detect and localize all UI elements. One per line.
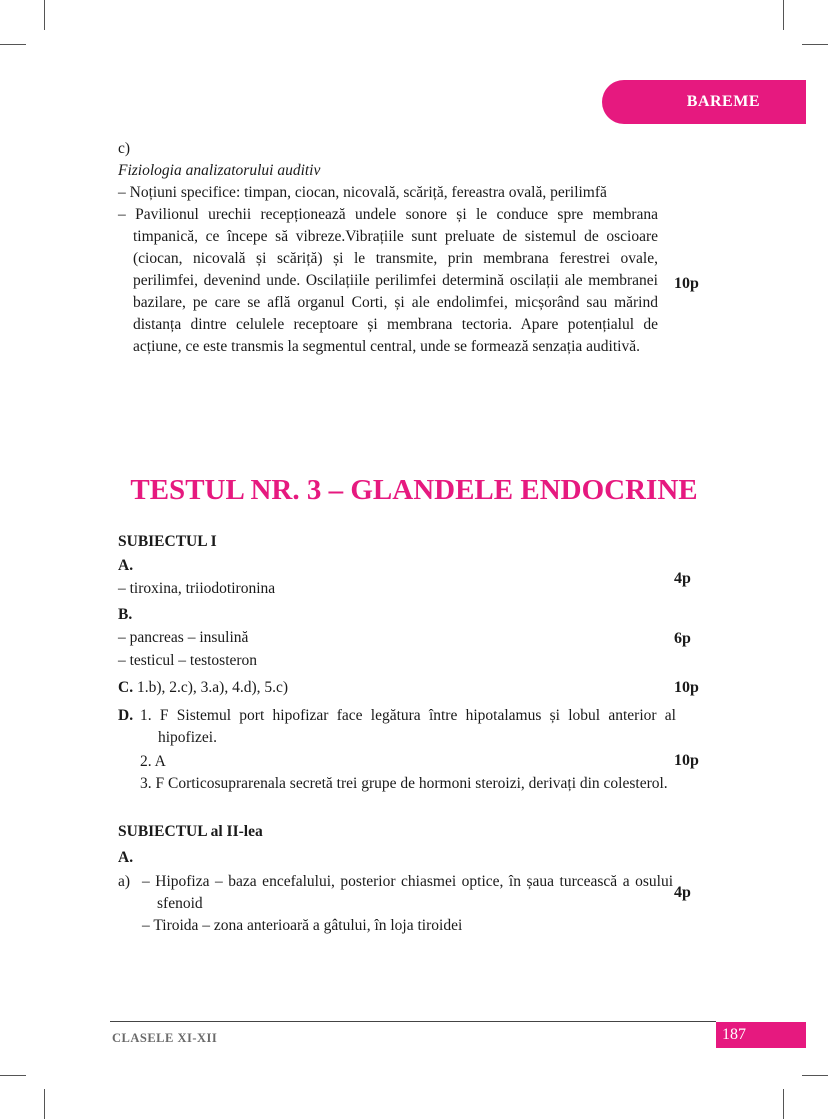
section-c-points: 10p xyxy=(674,275,699,292)
subiect-1-c-label: C. xyxy=(118,679,134,696)
section-tab-label: BAREME xyxy=(686,93,760,110)
section-c-item-2: – Pavilionul urechii recepționează undele sonore și le conduce spre membrana timpanică, ce începe să vibreze.Vibrațiile sunt preluate de sistemul de oscioare (ciocan, nicovală și scăriță) și le transmite, prin membrana ferestrei ovale, perilimfei, devenind unde. Oscilațiile perilimfei determină oscilații ale membranei bazilare, pe care se află organul Corti, și ale endolimfei, micșorând sau mărind distanța dintre celulele receptoare și membrana tectoria. Apare potențialul de acțiune, ce este transmis la segmentul central, unde se formează senzația auditivă. xyxy=(118,206,658,355)
crop-mark xyxy=(783,1089,784,1119)
crop-mark xyxy=(783,0,784,30)
section-c-item-1: – Noțiuni specifice: timpan, ciocan, nicovală, scăriță, fereastra ovală, perilimfă xyxy=(118,184,607,201)
subiect-1-d-points: 10p xyxy=(674,752,699,769)
subiect-1-b-points: 6p xyxy=(674,630,691,647)
subiect-1-d-item-2: 2. A xyxy=(140,753,166,770)
subiect-1-heading: SUBIECTUL I xyxy=(118,533,217,550)
test-title: TESTUL NR. 3 – GLANDELE ENDOCRINE xyxy=(130,474,698,506)
subiect-1-a-points: 4p xyxy=(674,570,691,587)
subiect-1-c xyxy=(118,677,678,699)
subiect-1-d-label: D. xyxy=(118,707,134,724)
subiect-1-c-text: 1.b), 2.c), 3.a), 4.d), 5.c) xyxy=(136,679,289,696)
crop-mark xyxy=(0,44,26,45)
subiect-1-b-label: B. xyxy=(118,606,133,623)
subiect-2-a-item-1: – Hipofiza – baza encefalului, posterior chiasmei optice, în șaua turcească a osului sfenoid xyxy=(142,873,673,912)
subiect-2-a-item-2: – Tiroida – zona anterioară a gâtului, în loja tiroidei xyxy=(142,917,463,934)
subiect-1-a-line: – tiroxina, triiodotironina xyxy=(118,580,276,597)
crop-mark xyxy=(44,1089,45,1119)
subiect-1-b-line-2: – testicul – testosteron xyxy=(118,652,258,669)
subiect-2-a-points: 4p xyxy=(674,884,691,901)
footer-rule xyxy=(110,1021,716,1022)
subiect-1-b-line-1: – pancreas – insulină xyxy=(118,629,249,646)
section-c-label: c) xyxy=(118,140,131,157)
page-number: 187 xyxy=(716,1022,806,1048)
crop-mark xyxy=(802,1075,828,1076)
subiect-1-c-points: 10p xyxy=(674,679,699,696)
section-c xyxy=(118,138,658,358)
section-c-heading: Fiziologia analizatorului auditiv xyxy=(118,162,321,179)
subiect-2-heading: SUBIECTUL al II-lea xyxy=(118,823,263,840)
subiect-1-d-item-3: 3. F Corticosuprarenala secretă trei grupe de hormoni steroizi, derivați din colesterol. xyxy=(140,775,668,792)
crop-mark xyxy=(802,44,828,45)
footer-label: CLASELE XI-XII xyxy=(112,1031,218,1045)
section-tab xyxy=(602,80,806,124)
subiect-2-a-sub-label: a) xyxy=(118,873,131,890)
crop-mark xyxy=(44,0,45,30)
subiect-1-a-label: A. xyxy=(118,557,134,574)
crop-mark xyxy=(0,1075,26,1076)
subiect-1-d-item-1: 1. F Sistemul port hipofizar face legătura între hipotalamus și lobul anterior al hipofizei. xyxy=(140,707,676,746)
subiect-2-a-label: A. xyxy=(118,849,134,866)
